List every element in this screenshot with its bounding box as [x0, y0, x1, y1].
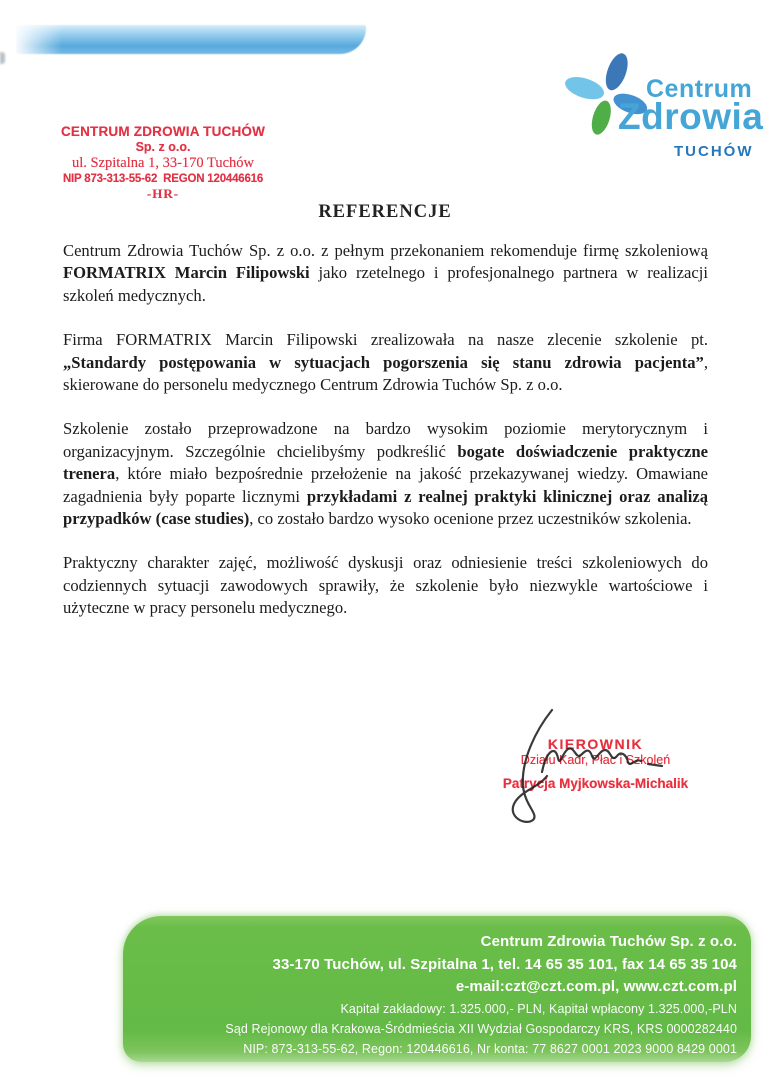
text-run-bold: FORMATRIX Marcin Filipowski — [63, 263, 310, 283]
letter-body — [63, 240, 708, 642]
company-ink-stamp — [58, 124, 268, 202]
text-run: Firma FORMATRIX Marcin Filipowski zrealizowała na nasze zlecenie szkolenie pt. — [63, 330, 708, 350]
text-run: jako rzetelnego i profesjonalnego partnera w realizacji szkoleń medycznych. — [63, 263, 708, 305]
paragraph-quality — [63, 418, 708, 530]
footer-email-web: e-mail:czt@czt.com.pl, www.czt.com.pl — [455, 978, 737, 995]
signer-department: Działu Kadr, Płac i Szkoleń — [520, 753, 671, 767]
text-run-bold: przykładami z realnej praktyki klinicznej oraz analizą przypadków (case studies) — [63, 486, 708, 529]
signature-block — [470, 700, 720, 840]
paragraph-training-topic — [63, 329, 708, 396]
stamp-hr-mark: -HR- — [146, 186, 180, 201]
stamp-address: ul. Szpitalna 1, 33-170 Tuchów — [71, 155, 255, 171]
logo-word-zdrowia: Zdrowia — [618, 96, 764, 137]
stamp-company-name: CENTRUM ZDROWIA TUCHÓW — [60, 124, 266, 139]
text-run: Szkolenie zostało przeprowadzone na bardzo wysokim poziomie merytorycznym i organizacyjnym. Szczególnie chcielibyśmy podkreślić — [63, 419, 708, 461]
footer-address-phone: 33-170 Tuchów, ul. Szpitalna 1, tel. 14 65 35 101, fax 14 65 35 104 — [272, 955, 737, 973]
footer-nip-regon-account: NIP: 873-313-55-62, Regon: 120446616, Nr konta: 77 8627 0001 2023 9000 8429 0001 — [243, 1041, 737, 1056]
logo-word-tuchow: TUCHÓW — [674, 143, 754, 160]
signer-name: Patrycja Myjkowska-Michalik — [502, 776, 689, 791]
text-run-bold: bogate doświadczenie praktyczne trenera — [63, 441, 708, 484]
stamp-company-form: Sp. z o.o. — [135, 140, 191, 154]
footer-court-krs: Sąd Rejonowy dla Krakowa-Śródmieścia XII Wydział Gospodarczy KRS, KRS 0000282440 — [225, 1021, 737, 1036]
paragraph-recommendation — [63, 240, 708, 307]
text-run: Centrum Zdrowia Tuchów Sp. z o.o. z pełnym przekonaniem rekomenduje firmę szkoleniową — [63, 241, 708, 260]
paragraph-summary — [63, 552, 708, 619]
text-run: , skierowane do personelu medycznego Centrum Zdrowia Tuchów Sp. z o.o. — [63, 352, 708, 395]
signer-role: KIEROWNIK — [547, 736, 644, 752]
handwritten-signature-icon — [490, 706, 685, 834]
company-logo — [556, 42, 764, 167]
header-blue-bar — [16, 25, 366, 54]
text-run: , co zostało bardzo wysoko ocenione przez uczestników szkolenia. — [249, 509, 692, 529]
logo-word-centrum: Centrum — [646, 75, 753, 103]
text-run: Praktyczny charakter zajęć, możliwość dyskusji oraz odniesienie treści szkoleniowych do codziennych sytuacji zawodowych sprawiły, że szkolenie było niezwykle wartościowe i użyteczne w pracy personelu medycznego. — [63, 553, 708, 618]
document-title: REFERENCJE — [318, 202, 452, 222]
text-run: , które miało bezpośrednie przełożenie na jakość przekazywanej wiedzy. Omawiane zagadnienia były poparte licznymi — [63, 464, 708, 506]
footer-contact-band — [123, 916, 751, 1062]
text-run-bold: „Standardy postępowania w sytuacjach pogorszenia się stanu zdrowia pacjenta” — [63, 352, 704, 372]
stamp-tax-ids: NIP 873-313-55-62 REGON 120446616 — [62, 173, 264, 185]
footer-company-name: Centrum Zdrowia Tuchów Sp. z o.o. — [480, 933, 737, 950]
footer-capital: Kapitał zakładowy: 1.325.000,- PLN, Kapitał wpłacony 1.325.000,-PLN — [340, 1001, 737, 1016]
scan-artifact — [0, 52, 5, 64]
